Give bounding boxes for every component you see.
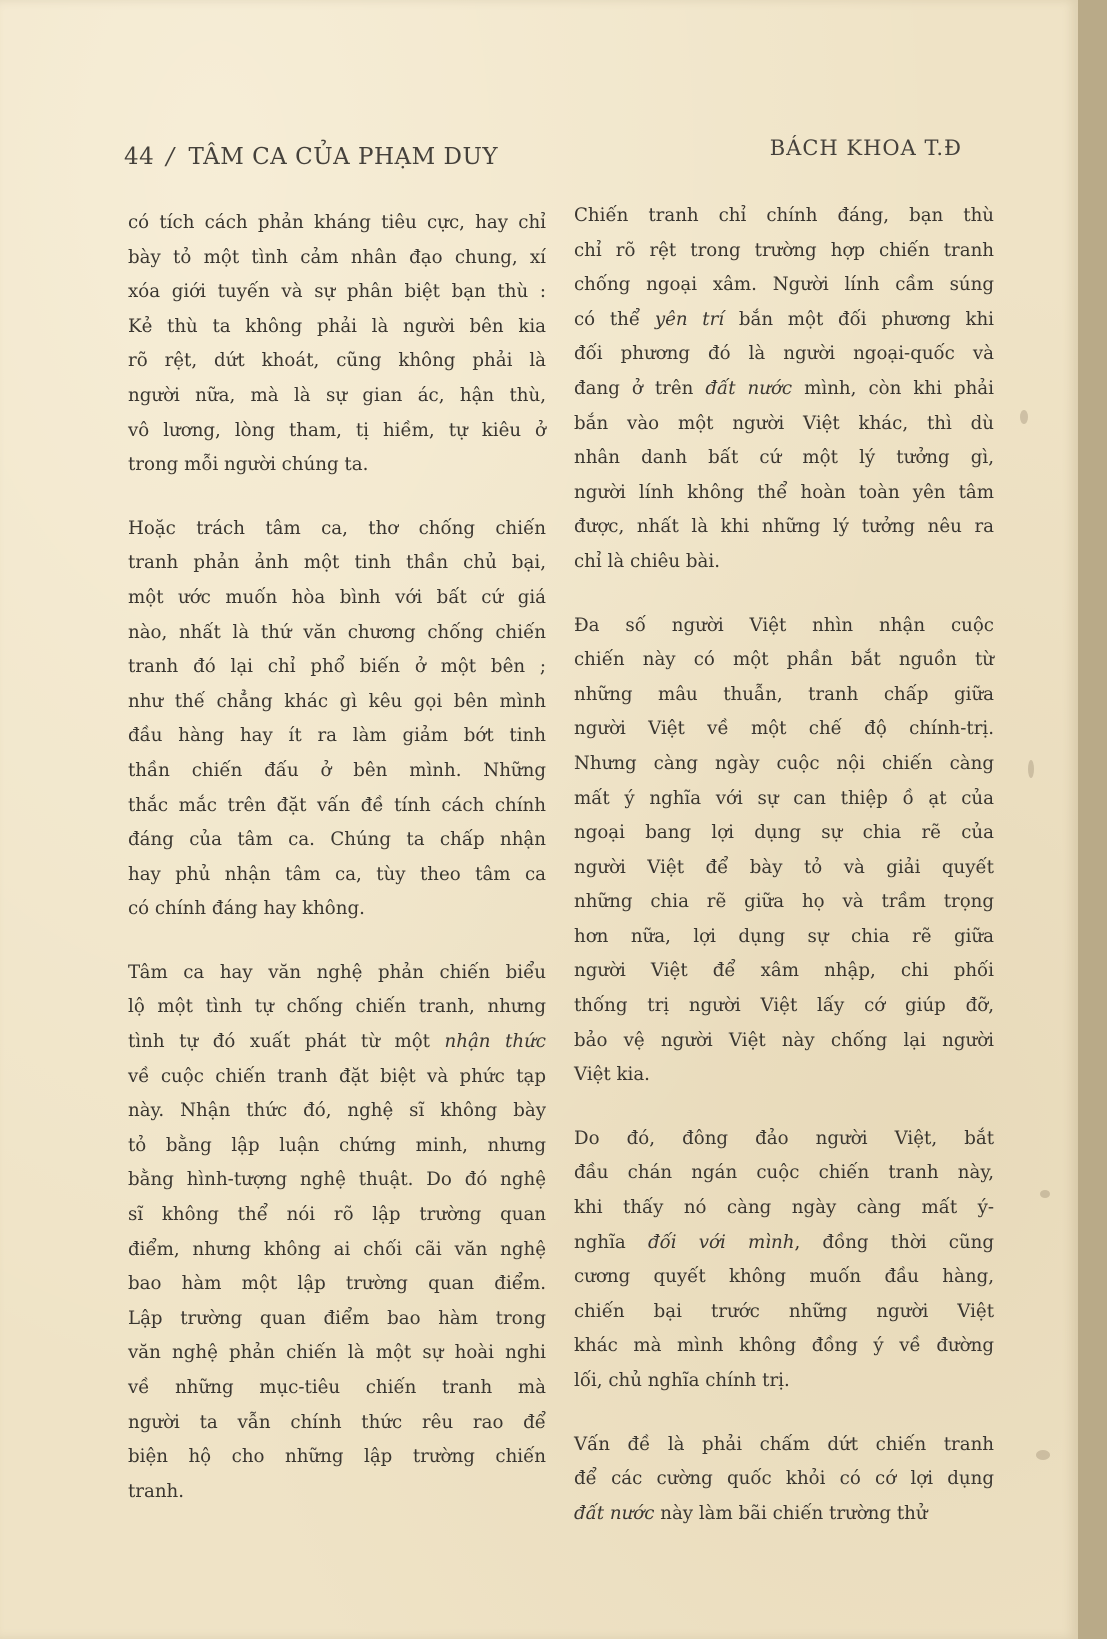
running-header-left bbox=[124, 144, 498, 170]
text-line: người ta vẫn chính thức rêu rao để bbox=[128, 1411, 546, 1433]
text-line: văn nghệ phản chiến là một sự hoài nghi bbox=[128, 1342, 546, 1364]
text-line: mất ý nghĩa với sự can thiệp ồ ạt của bbox=[574, 787, 994, 809]
left-paragraph bbox=[128, 512, 546, 927]
left-text-column bbox=[128, 206, 546, 1538]
text-line: bằng hình-tượng nghệ thuật. Do đó nghệ bbox=[128, 1169, 546, 1191]
text-line: sĩ không thể nói rõ lập trường quan bbox=[128, 1204, 546, 1226]
text-line: về cuộc chiến tranh đặt biệt và phức tạp bbox=[128, 1065, 546, 1087]
text-line: biện hộ cho những lập trường chiến bbox=[128, 1446, 546, 1468]
text-line: nhân danh bất cứ một lý tưởng gì, bbox=[574, 447, 994, 469]
text-line: Chiến tranh chỉ chính đáng, bạn thù bbox=[574, 205, 994, 226]
text-line: chiến bại trước những người Việt bbox=[574, 1300, 994, 1322]
paper-stain bbox=[1040, 1190, 1050, 1198]
text-line: cương quyết không muốn đầu hàng, bbox=[574, 1266, 994, 1288]
right-paragraph bbox=[574, 1122, 994, 1399]
page-number: 44 bbox=[124, 144, 155, 170]
text-line: người Việt về một chế độ chính-trị. bbox=[574, 718, 994, 740]
text-line: điểm, nhưng không ai chối cãi văn nghệ bbox=[128, 1238, 546, 1260]
text-line: về những mục-tiêu chiến tranh mà bbox=[128, 1377, 546, 1398]
text-line: để các cường quốc khỏi có cớ lợi dụng bbox=[574, 1468, 994, 1490]
right-text-column bbox=[574, 199, 994, 1560]
text-line: có chính đáng hay không. bbox=[128, 898, 365, 920]
text-line: có thể yên trí bắn một đối phương khi bbox=[574, 308, 994, 330]
text-line: chỉ là chiêu bài. bbox=[574, 550, 720, 572]
text-line: xóa giới tuyến và sự phân biệt bạn thù : bbox=[128, 281, 546, 303]
text-line: tranh đó lại chỉ phổ biến ở một bên ; bbox=[128, 656, 546, 678]
book-title: TÂM CA CỦA PHẠM DUY bbox=[188, 144, 499, 170]
text-line: Do đó, đông đảo người Việt, bắt bbox=[574, 1127, 994, 1149]
text-line: Hoặc trách tâm ca, thơ chống chiến bbox=[128, 517, 546, 539]
text-line: bao hàm một lập trường quan điểm. bbox=[128, 1273, 546, 1295]
paper-stain bbox=[1036, 1450, 1050, 1460]
text-line: đối phương đó là người ngoại-quốc và bbox=[574, 343, 994, 365]
text-line: Lập trường quan điểm bao hàm trong bbox=[128, 1307, 546, 1329]
text-line: trong mỗi người chúng ta. bbox=[128, 454, 369, 476]
text-line: chỉ rõ rệt trong trường hợp chiến tranh bbox=[574, 239, 994, 261]
text-line: tình tự đó xuất phát từ một nhận thức bbox=[128, 1031, 546, 1053]
text-line: người Việt để xâm nhập, chi phối bbox=[574, 960, 994, 982]
text-line: một ước muốn hòa bình với bất cứ giá bbox=[128, 586, 546, 608]
text-line: người Việt để bày tỏ và giải quyết bbox=[574, 856, 994, 878]
text-line: nghĩa đối với mình, đồng thời cũng bbox=[574, 1231, 994, 1253]
text-line: Việt kia. bbox=[574, 1064, 650, 1086]
text-line: vô lương, lòng tham, tị hiềm, tự kiêu ở bbox=[128, 419, 546, 441]
text-line: người nữa, mà là sự gian ác, hận thù, bbox=[128, 384, 546, 406]
text-line: đất nước này làm bãi chiến trường thử bbox=[574, 1502, 928, 1524]
text-line: những chia rẽ giữa họ và trầm trọng bbox=[574, 891, 994, 913]
text-line: bảo vệ người Việt này chống lại người bbox=[574, 1029, 994, 1051]
text-line: nào, nhất là thứ văn chương chống chiến bbox=[128, 621, 546, 643]
paper-stain bbox=[1020, 410, 1028, 424]
text-line: ngoại bang lợi dụng sự chia rẽ của bbox=[574, 822, 994, 844]
text-line: được, nhất là khi những lý tưởng nêu ra bbox=[574, 516, 994, 538]
text-line: khác mà mình không đồng ý về đường bbox=[574, 1335, 994, 1357]
text-line: lộ một tình tự chống chiến tranh, nhưng bbox=[128, 996, 546, 1018]
text-line: đầu chán ngán cuộc chiến tranh này, bbox=[574, 1162, 994, 1184]
text-line: lối, chủ nghĩa chính trị. bbox=[574, 1370, 790, 1391]
left-paragraph bbox=[128, 206, 546, 483]
scan-background-edge bbox=[1078, 0, 1107, 1639]
text-line: khi thấy nó càng ngày càng mất ý- bbox=[574, 1197, 994, 1219]
text-line: hay phủ nhận tâm ca, tùy theo tâm ca bbox=[128, 863, 546, 885]
text-line: Kẻ thù ta không phải là người bên kia bbox=[128, 315, 546, 337]
text-line: Vấn đề là phải chấm dứt chiến tranh bbox=[574, 1433, 994, 1455]
right-paragraph bbox=[574, 199, 994, 580]
text-line: hơn nữa, lợi dụng sự chia rẽ giữa bbox=[574, 925, 994, 947]
text-line: Đa số người Việt nhìn nhận cuộc bbox=[574, 614, 994, 636]
text-line: như thế chẳng khác gì kêu gọi bên mình bbox=[128, 690, 546, 712]
text-line: Tâm ca hay văn nghệ phản chiến biểu bbox=[128, 961, 546, 983]
paper-stain bbox=[1028, 760, 1034, 778]
text-line: thống trị người Việt lấy cớ giúp đỡ, bbox=[574, 995, 994, 1017]
left-paragraph bbox=[128, 956, 546, 1510]
text-line: thắc mắc trên đặt vấn đề tính cách chính bbox=[128, 794, 546, 816]
text-line: thần chiến đấu ở bên mình. Những bbox=[128, 759, 546, 781]
text-line: đáng của tâm ca. Chúng ta chấp nhận bbox=[128, 829, 546, 851]
text-line: đầu hàng hay ít ra làm giảm bớt tinh bbox=[128, 725, 546, 747]
text-line: những mâu thuẫn, tranh chấp giữa bbox=[574, 683, 994, 705]
text-line: tranh phản ảnh một tinh thần chủ bại, bbox=[128, 552, 546, 574]
text-line: tỏ bằng lập luận chứng minh, nhưng bbox=[128, 1134, 546, 1156]
publication-name: BÁCH KHOA T.Đ bbox=[769, 136, 962, 160]
text-line: người lính không thể hoàn toàn yên tâm bbox=[574, 481, 994, 503]
header-separator: / bbox=[166, 144, 175, 170]
text-line: chống ngoại xâm. Người lính cầm súng bbox=[574, 274, 994, 296]
text-line: rõ rệt, dứt khoát, cũng không phải là bbox=[128, 350, 546, 372]
text-line: chiến này có một phần bắt nguồn từ bbox=[574, 649, 994, 671]
text-line: bày tỏ một tình cảm nhân đạo chung, xí bbox=[128, 246, 546, 268]
text-line: này. Nhận thức đó, nghệ sĩ không bày bbox=[128, 1100, 546, 1122]
text-line: có tích cách phản kháng tiêu cực, hay chỉ bbox=[128, 212, 546, 233]
text-line: bắn vào một người Việt khác, thì dù bbox=[574, 412, 994, 434]
text-line: Nhưng càng ngày cuộc nội chiến càng bbox=[574, 752, 994, 774]
right-paragraph bbox=[574, 609, 994, 1093]
text-line: đang ở trên đất nước mình, còn khi phải bbox=[574, 377, 994, 399]
right-paragraph bbox=[574, 1428, 994, 1532]
text-line: tranh. bbox=[128, 1480, 185, 1502]
